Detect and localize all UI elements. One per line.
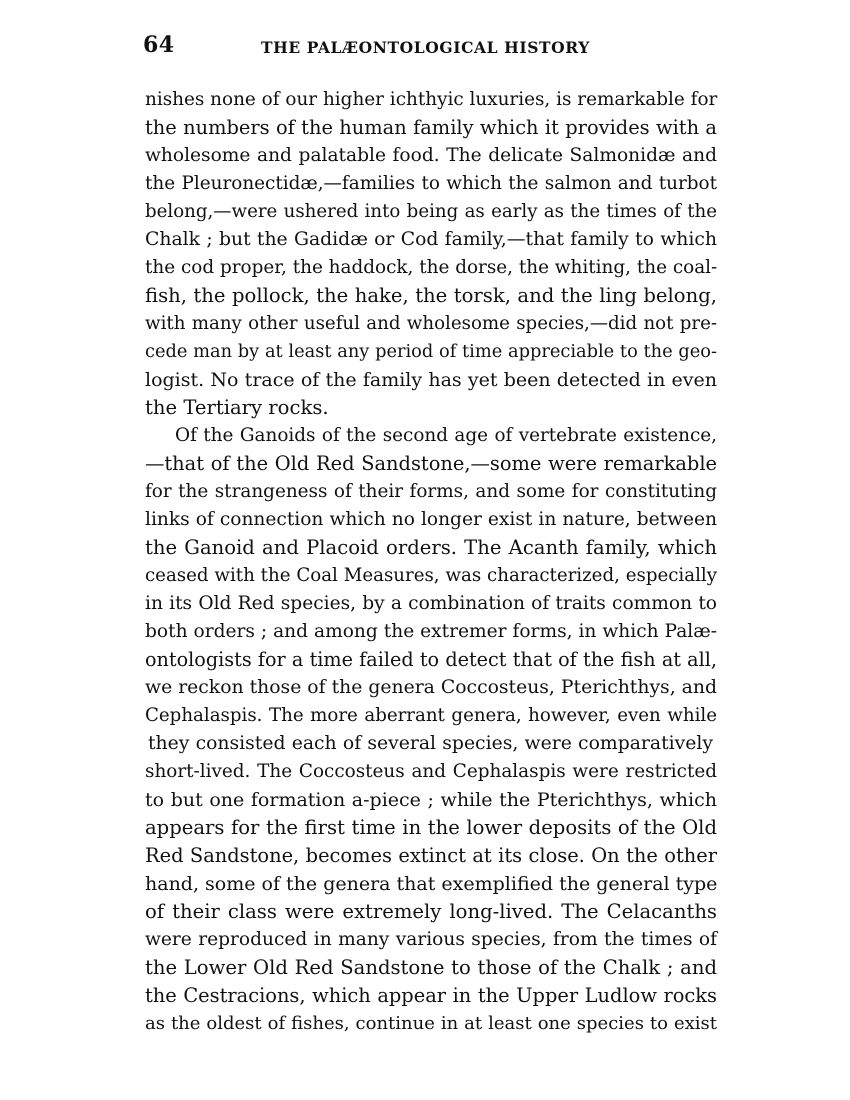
text-line: the numbers of the human family which it provides with a [145,116,717,139]
running-title: THE PALÆONTOLOGICAL HISTORY [261,38,590,57]
running-head [143,30,713,64]
text-line: Chalk ; but the Gadidæ or Cod family,—that family to which [145,229,717,250]
text-line: links of connection which no longer exist in nature, between [145,509,717,530]
paragraph-1 [145,86,717,422]
text-line: fish, the pollock, the hake, the torsk, and the ling belong, [145,284,717,307]
text-line: the Ganoid and Placoid orders. The Acanth family, which [145,536,717,559]
text-line: in its Old Red species, by a combination of traits common to [145,593,717,614]
text-line: Red Sandstone, becomes extinct at its close. On the other [145,844,717,867]
text-line: we reckon those of the genera Coccosteus, Pterichthys, and [145,677,717,698]
paragraph-2 [145,422,717,1038]
text-line: ontologists for a time failed to detect that of the fish at all, [145,648,717,671]
text-line: Of the Ganoids of the second age of vertebrate existence, [175,425,717,446]
page-number: 64 [143,32,175,58]
text-line: both orders ; and among the extremer forms, in which Palæ- [145,621,717,642]
text-line: to but one formation a-piece ; while the Pterichthys, which [145,789,717,811]
text-line: short-lived. The Coccosteus and Cephalaspis were restricted [145,761,717,782]
text-line: cede man by at least any period of time appreciable to the geo- [145,341,717,362]
text-line: —that of the Old Red Sandstone,—some were remarkable [145,452,717,475]
text-line: they consisted each of several species, were comparatively [148,733,713,754]
text-line: the cod proper, the haddock, the dorse, the whiting, the coal- [145,257,718,278]
text-line: belong,—were ushered into being as early as the times of the [145,201,717,222]
text-line: nishes none of our higher ichthyic luxuries, is remarkable for [145,89,718,110]
text-line: of their class were extremely long-lived. The Celacanths [145,900,717,923]
text-line: for the strangeness of their forms, and some for constituting [145,481,717,502]
text-line: wholesome and palatable food. The delicate Salmonidæ and [145,145,717,166]
text-line: were reproduced in many various species, from the times of [145,929,717,950]
body-text [145,86,717,1038]
text-line: as the oldest of fishes, continue in at least one species to exist [145,1013,717,1034]
text-line: the Lower Old Red Sandstone to those of the Chalk ; and [145,956,717,979]
text-line: the Tertiary rocks. [145,396,329,419]
text-line: ceased with the Coal Measures, was characterized, especially [145,565,717,586]
text-line: Cephalaspis. The more aberrant genera, however, even while [145,705,717,726]
text-line: with many other useful and wholesome species,—did not pre- [145,313,717,334]
text-line: the Pleuronectidæ,—families to which the salmon and turbot [145,173,717,194]
text-line: hand, some of the genera that exemplified the general type [145,873,718,895]
text-line: appears for the first time in the lower deposits of the Old [145,816,717,839]
text-line: the Cestracions, which appear in the Upper Ludlow rocks [145,984,717,1007]
text-line: logist. No trace of the family has yet been detected in even [145,369,717,391]
